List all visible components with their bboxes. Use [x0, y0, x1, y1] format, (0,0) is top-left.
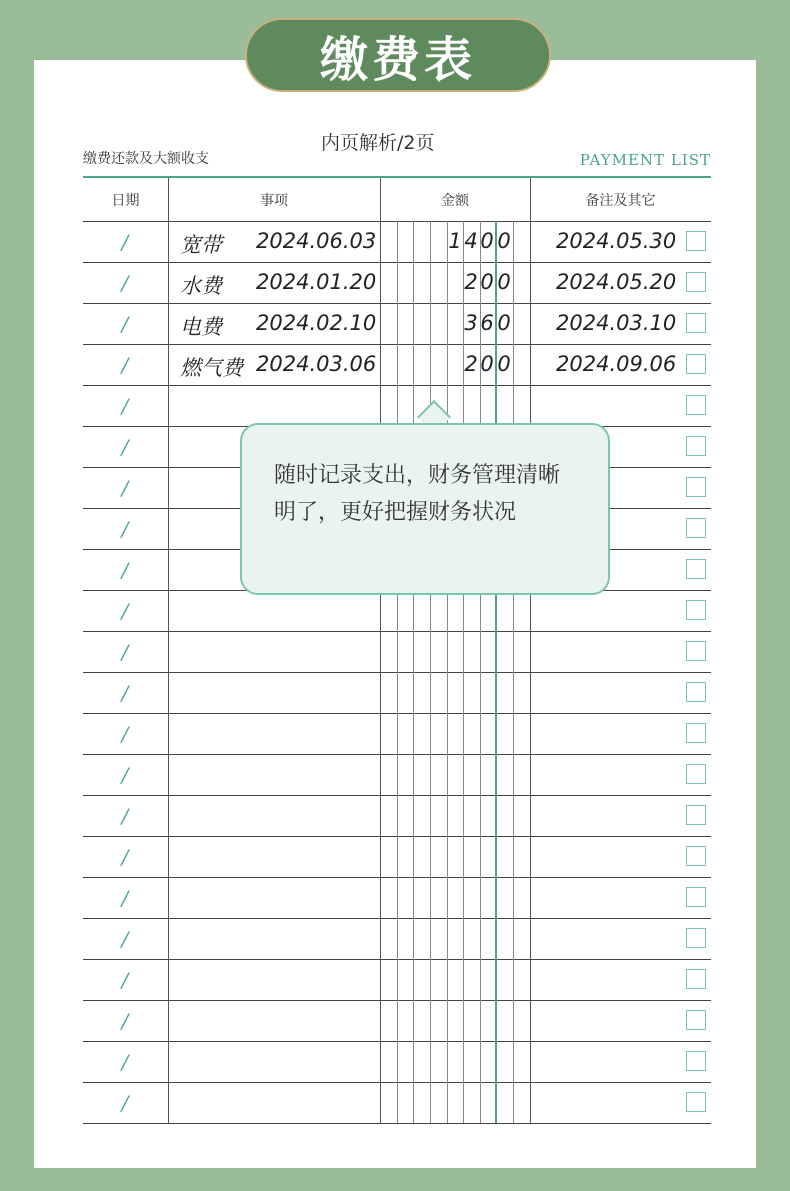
date-slash: /	[121, 230, 129, 254]
date-slash: /	[121, 271, 129, 295]
row-checkbox[interactable]	[686, 272, 706, 292]
date-slash: /	[121, 968, 129, 992]
row-checkbox[interactable]	[686, 1051, 706, 1071]
amount-digit: 4	[464, 229, 478, 253]
entry-item: 宽带	[180, 233, 222, 257]
header-amount: 金额	[441, 192, 469, 209]
right-heading: PAYMENT LIST	[579, 151, 711, 169]
entry-note-date: 2024.05.30	[556, 229, 677, 253]
row-checkbox[interactable]	[686, 354, 706, 374]
date-slash: /	[121, 312, 129, 336]
date-slash: /	[121, 804, 129, 828]
row-checkbox[interactable]	[686, 559, 706, 579]
date-slash: /	[121, 599, 129, 623]
amount-digit: 1	[448, 229, 462, 253]
amount-digit: 0	[480, 352, 494, 376]
header-date: 日期	[111, 192, 140, 209]
row-checkbox[interactable]	[686, 477, 706, 497]
amount-digit-divider	[397, 221, 398, 1123]
row-checkbox[interactable]	[686, 969, 706, 989]
header-notes: 备注及其它	[585, 192, 656, 209]
amount-digit-divider	[513, 221, 514, 1123]
row-checkbox[interactable]	[686, 887, 706, 907]
amount-digit: 0	[497, 229, 511, 253]
row-checkbox[interactable]	[686, 682, 706, 702]
date-slash: /	[121, 722, 129, 746]
column-divider	[380, 178, 381, 1123]
page-title: 缴费表	[319, 31, 476, 88]
entry-item: 电费	[180, 315, 222, 339]
date-slash: /	[121, 927, 129, 951]
row-checkbox[interactable]	[686, 846, 706, 866]
amount-digit: 0	[480, 270, 494, 294]
entry-item: 水费	[180, 274, 222, 298]
amount-digit: 2	[464, 270, 478, 294]
callout-text: 随时记录支出，财务管理清晰明了，更好把握财务状况	[274, 463, 561, 525]
date-slash: /	[121, 845, 129, 869]
row-rule	[83, 1123, 711, 1124]
amount-digit: 3	[464, 311, 478, 335]
entry-note-date: 2024.09.06	[556, 352, 677, 376]
entry-date: 2024.02.10	[256, 311, 377, 335]
row-checkbox[interactable]	[686, 600, 706, 620]
row-checkbox[interactable]	[686, 395, 706, 415]
row-checkbox[interactable]	[686, 436, 706, 456]
row-checkbox[interactable]	[686, 518, 706, 538]
title-banner	[245, 18, 551, 92]
date-slash: /	[121, 394, 129, 418]
subtitle: 内页解析/2页	[321, 132, 435, 154]
date-slash: /	[121, 517, 129, 541]
amount-digit: 0	[497, 352, 511, 376]
entry-note-date: 2024.03.10	[556, 311, 677, 335]
row-checkbox[interactable]	[686, 805, 706, 825]
date-slash: /	[121, 1091, 129, 1115]
amount-digit-divider	[447, 221, 448, 1123]
date-slash: /	[121, 476, 129, 500]
amount-digit: 0	[480, 229, 494, 253]
left-heading: 缴费还款及大额收支	[83, 151, 209, 167]
amount-digit: 0	[497, 270, 511, 294]
row-checkbox[interactable]	[686, 231, 706, 251]
date-slash: /	[121, 558, 129, 582]
row-checkbox[interactable]	[686, 1010, 706, 1030]
amount-digit: 0	[497, 311, 511, 335]
entry-note-date: 2024.05.20	[556, 270, 677, 294]
date-slash: /	[121, 1050, 129, 1074]
row-checkbox[interactable]	[686, 313, 706, 333]
notebook-page	[34, 60, 756, 1168]
date-slash: /	[121, 886, 129, 910]
amount-digit: 6	[480, 311, 494, 335]
entry-item: 燃气费	[180, 356, 243, 380]
row-checkbox[interactable]	[686, 723, 706, 743]
row-checkbox[interactable]	[686, 764, 706, 784]
header-item: 事项	[260, 192, 288, 209]
date-slash: /	[121, 681, 129, 705]
date-slash: /	[121, 763, 129, 787]
column-divider	[530, 178, 531, 1123]
date-slash: /	[121, 435, 129, 459]
row-checkbox[interactable]	[686, 1092, 706, 1112]
entry-date: 2024.01.20	[256, 270, 377, 294]
amount-digit-divider	[413, 221, 414, 1123]
amount-digit-divider	[430, 221, 431, 1123]
row-checkbox[interactable]	[686, 641, 706, 661]
entry-date: 2024.03.06	[256, 352, 377, 376]
date-slash: /	[121, 1009, 129, 1033]
amount-digit: 2	[464, 352, 478, 376]
column-divider	[168, 178, 169, 1123]
date-slash: /	[121, 640, 129, 664]
date-slash: /	[121, 353, 129, 377]
entry-date: 2024.06.03	[256, 229, 377, 253]
row-checkbox[interactable]	[686, 928, 706, 948]
